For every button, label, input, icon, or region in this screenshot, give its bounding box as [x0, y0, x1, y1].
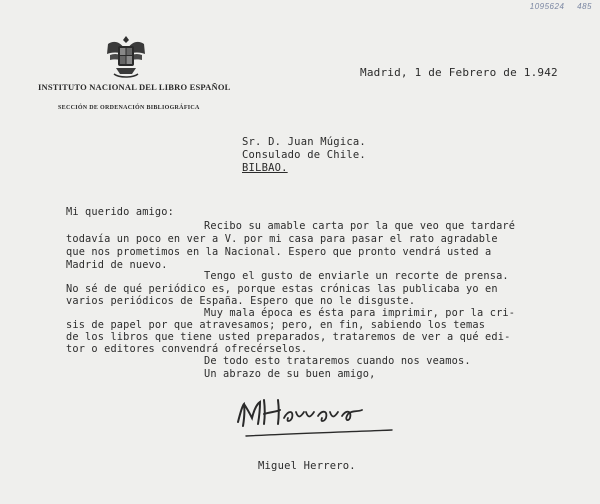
archive-id: 1095624	[529, 2, 565, 11]
body-line: De todo esto trataremos cuando nos veamos.	[204, 355, 471, 367]
archive-folio: 485	[577, 2, 592, 11]
body-line: varios periódicos de España. Espero que no le disguste.	[66, 295, 416, 307]
body-line: que nos prometimos en la Nacional. Espero que pronto vendrá usted a	[66, 246, 492, 258]
body-line: todavía un poco en ver a V. por mi casa para pasar el rato agradable	[66, 233, 498, 245]
body-line: Recibo su amable carta por la que veo que tardaré	[204, 220, 516, 232]
salutation: Mi querido amigo:	[66, 206, 174, 218]
handwritten-signature	[232, 392, 400, 446]
body-line: Madrid de nuevo.	[66, 259, 168, 271]
coat-of-arms-icon	[104, 34, 148, 80]
body-line: sis de papel por que atravesamos; pero, en fin, sabiendo los temas	[66, 319, 486, 331]
signer-name: Miguel Herrero.	[258, 460, 356, 472]
recipient-city: BILBAO.	[242, 162, 288, 174]
recipient-name: Sr. D. Juan Múgica.	[242, 136, 366, 148]
recipient-place: Consulado de Chile.	[242, 149, 366, 161]
date-line: Madrid, 1 de Febrero de 1.942	[360, 66, 558, 79]
archive-annotation	[520, 2, 592, 11]
body-line: tor o editores convendrá ofrecérselos.	[66, 343, 308, 355]
body-line: Un abrazo de su buen amigo,	[204, 368, 376, 380]
body-line: No sé de qué periódico es, porque estas crónicas las publicaba yo en	[66, 283, 498, 295]
organization-name: INSTITUTO NACIONAL DEL LIBRO ESPAÑOL	[38, 82, 231, 92]
body-line: de los libros que tiene usted preparados, trataremos de ver a qué edi-	[66, 331, 511, 343]
section-name: SECCIÓN DE ORDENACIÓN BIBLIOGRÁFICA	[58, 105, 200, 111]
body-line: Muy mala época es ésta para imprimir, por la cri-	[204, 307, 516, 319]
body-line: Tengo el gusto de enviarle un recorte de prensa.	[204, 270, 509, 282]
